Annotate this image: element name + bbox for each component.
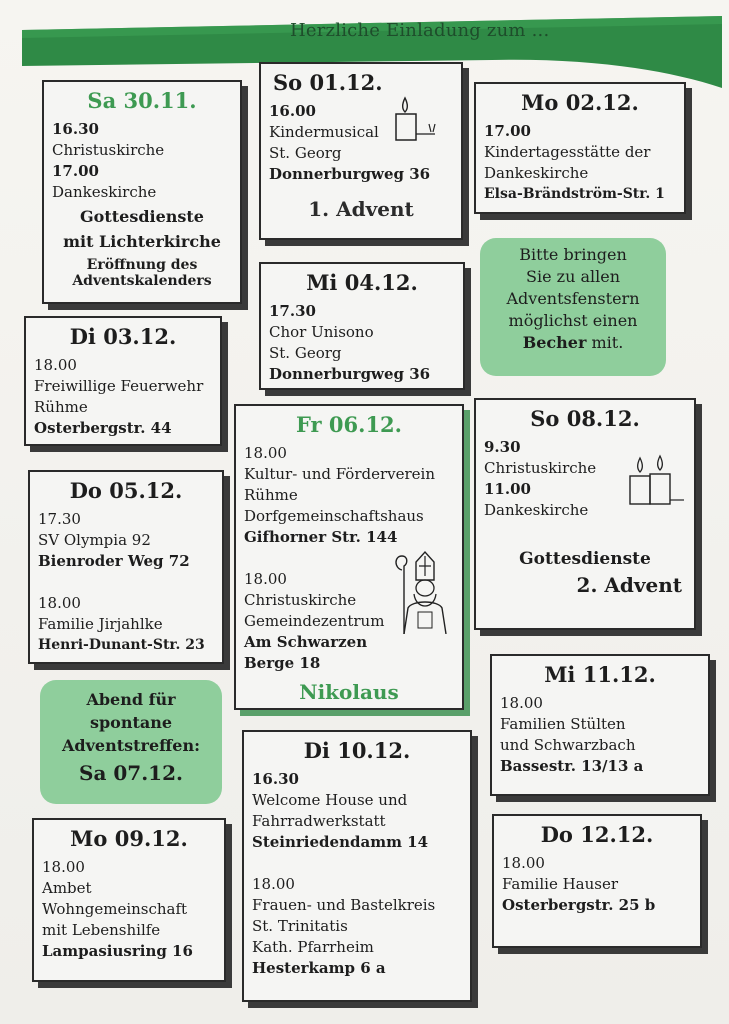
- event-line: Gemeindezentrum: [244, 612, 385, 630]
- event-date: Mo 02.12.: [521, 90, 639, 115]
- event-subtitle: Adventskalenders: [72, 273, 212, 289]
- event-line: Kath. Pfarrheim: [252, 938, 374, 956]
- event-address: Hesterkamp 6 a: [252, 959, 386, 977]
- event-date: Sa 30.11.: [87, 88, 197, 113]
- event-do-05-12: [28, 470, 224, 664]
- event-time: 11.00: [484, 480, 531, 498]
- event-time: 16.30: [52, 120, 99, 138]
- event-mi-11-12: [490, 654, 710, 796]
- event-line: Dankeskirche: [484, 164, 589, 182]
- event-line: Wohngemeinschaft: [42, 900, 188, 918]
- event-line: und Schwarzbach: [500, 736, 636, 754]
- event-line: Frauen- und Bastelkreis: [252, 896, 436, 914]
- event-time: 17.30: [38, 510, 81, 528]
- event-fr-06-12: [234, 404, 464, 710]
- note-line: Sie zu allen: [526, 267, 620, 286]
- event-so-01-12: [259, 62, 463, 240]
- event-time: 18.00: [500, 694, 543, 712]
- event-time: 16.30: [252, 770, 299, 788]
- event-address: Osterbergstr. 44: [34, 419, 172, 437]
- event-line: Welcome House und: [252, 791, 408, 809]
- event-footer: Nikolaus: [299, 680, 399, 704]
- event-line: Ambet: [42, 879, 92, 897]
- candle-icon: [389, 94, 443, 144]
- event-time: 17.00: [484, 122, 531, 140]
- note-line: Bitte bringen: [519, 245, 627, 264]
- event-date: Do 12.12.: [540, 822, 654, 847]
- banner-title: Herzliche Einladung zum ...: [290, 20, 550, 41]
- event-line: Dorfgemeinschaftshaus: [244, 507, 424, 525]
- event-date: Fr 06.12.: [296, 412, 402, 437]
- event-line: mit Lebenshilfe: [42, 921, 161, 939]
- event-mo-02-12: [474, 82, 686, 214]
- event-place: Dankeskirche: [52, 183, 157, 201]
- event-date: Di 10.12.: [303, 738, 411, 763]
- event-date: So 01.12.: [273, 70, 383, 95]
- event-line: Freiwillige Feuerwehr: [34, 377, 204, 395]
- event-date: So 08.12.: [530, 406, 640, 431]
- event-line: Kultur- und Förderverein: [244, 465, 436, 483]
- note-line: Adventsfenstern: [506, 289, 640, 308]
- event-subtitle: Eröffnung des: [86, 257, 198, 273]
- event-line: St. Georg: [269, 144, 342, 162]
- event-line: Kindertagesstätte der: [484, 143, 651, 161]
- event-sa-30-11: [42, 80, 242, 304]
- event-address: Lampasiusring 16: [42, 942, 193, 960]
- event-address: Steinriedendamm 14: [252, 833, 429, 851]
- note-line: spontane: [89, 713, 173, 732]
- event-time: 18.00: [38, 594, 81, 612]
- event-time: 18.00: [42, 858, 85, 876]
- event-date: Mo 09.12.: [70, 826, 188, 851]
- two-candles-icon: [626, 454, 688, 510]
- note-spontaneous: [40, 680, 222, 804]
- event-title: Gottesdienste: [80, 207, 204, 226]
- event-line: St. Georg: [269, 344, 342, 362]
- event-address: Bienroder Weg 72: [38, 552, 190, 570]
- event-address: Berge 18: [244, 654, 321, 672]
- event-date: Di 03.12.: [69, 324, 177, 349]
- event-di-10-12: [242, 730, 472, 1002]
- event-line: St. Trinitatis: [252, 917, 348, 935]
- event-mi-04-12: [259, 262, 465, 390]
- event-line: Rühme: [244, 486, 298, 504]
- event-so-08-12: [474, 398, 696, 630]
- event-address: Elsa-Brändström-Str. 1: [484, 186, 665, 202]
- event-address: Donnerburgweg 36: [269, 365, 431, 383]
- event-line: SV Olympia 92: [38, 531, 151, 549]
- event-address: Gifhorner Str. 144: [244, 528, 398, 546]
- event-footer: 2. Advent: [576, 573, 682, 597]
- event-time: 17.00: [52, 162, 99, 180]
- event-line: Rühme: [34, 398, 88, 416]
- event-line: Fahrradwerkstatt: [252, 812, 386, 830]
- event-time: 18.00: [502, 854, 545, 872]
- note-line: mit.: [586, 333, 624, 352]
- event-line: Familie Hauser: [502, 875, 619, 893]
- event-line: Familien Stülten: [500, 715, 626, 733]
- event-place: Christuskirche: [484, 459, 597, 477]
- note-emphasis: Becher: [522, 333, 587, 352]
- event-time: 18.00: [244, 444, 287, 462]
- event-time: 18.00: [34, 356, 77, 374]
- nikolaus-icon: [394, 550, 456, 634]
- event-line: Christuskirche: [244, 591, 357, 609]
- event-address: Osterbergstr. 25 b: [502, 896, 656, 914]
- event-address: Henri-Dunant-Str. 23: [38, 637, 205, 653]
- note-date: Sa 07.12.: [79, 761, 183, 785]
- event-date: Do 05.12.: [69, 478, 183, 503]
- event-time: 16.00: [269, 102, 316, 120]
- event-mo-09-12: [32, 818, 226, 982]
- event-title: Gottesdienste: [519, 549, 651, 569]
- event-time: 17.30: [269, 302, 316, 320]
- event-date: Mi 04.12.: [306, 270, 418, 295]
- event-address: Bassestr. 13/13 a: [500, 757, 644, 775]
- event-title: mit Lichterkirche: [63, 232, 221, 251]
- note-bring-cup: [480, 238, 666, 376]
- note-line: Abend für: [86, 690, 176, 709]
- event-time: 18.00: [252, 875, 295, 893]
- event-place: Christuskirche: [52, 141, 165, 159]
- event-line: Kindermusical: [269, 123, 379, 141]
- event-di-03-12: [24, 316, 222, 446]
- event-address: Am Schwarzen: [244, 633, 368, 651]
- event-time: 18.00: [244, 570, 287, 588]
- event-line: Familie Jirjahlke: [38, 615, 163, 633]
- event-do-12-12: [492, 814, 702, 948]
- event-line: Chor Unisono: [269, 323, 374, 341]
- event-time: 9.30: [484, 438, 521, 456]
- event-address: Donnerburgweg 36: [269, 165, 431, 183]
- event-footer: 1. Advent: [308, 197, 414, 221]
- note-line: Adventstreffen:: [62, 736, 200, 755]
- note-line: möglichst einen: [508, 311, 638, 330]
- event-place: Dankeskirche: [484, 501, 589, 519]
- event-date: Mi 11.12.: [544, 662, 656, 687]
